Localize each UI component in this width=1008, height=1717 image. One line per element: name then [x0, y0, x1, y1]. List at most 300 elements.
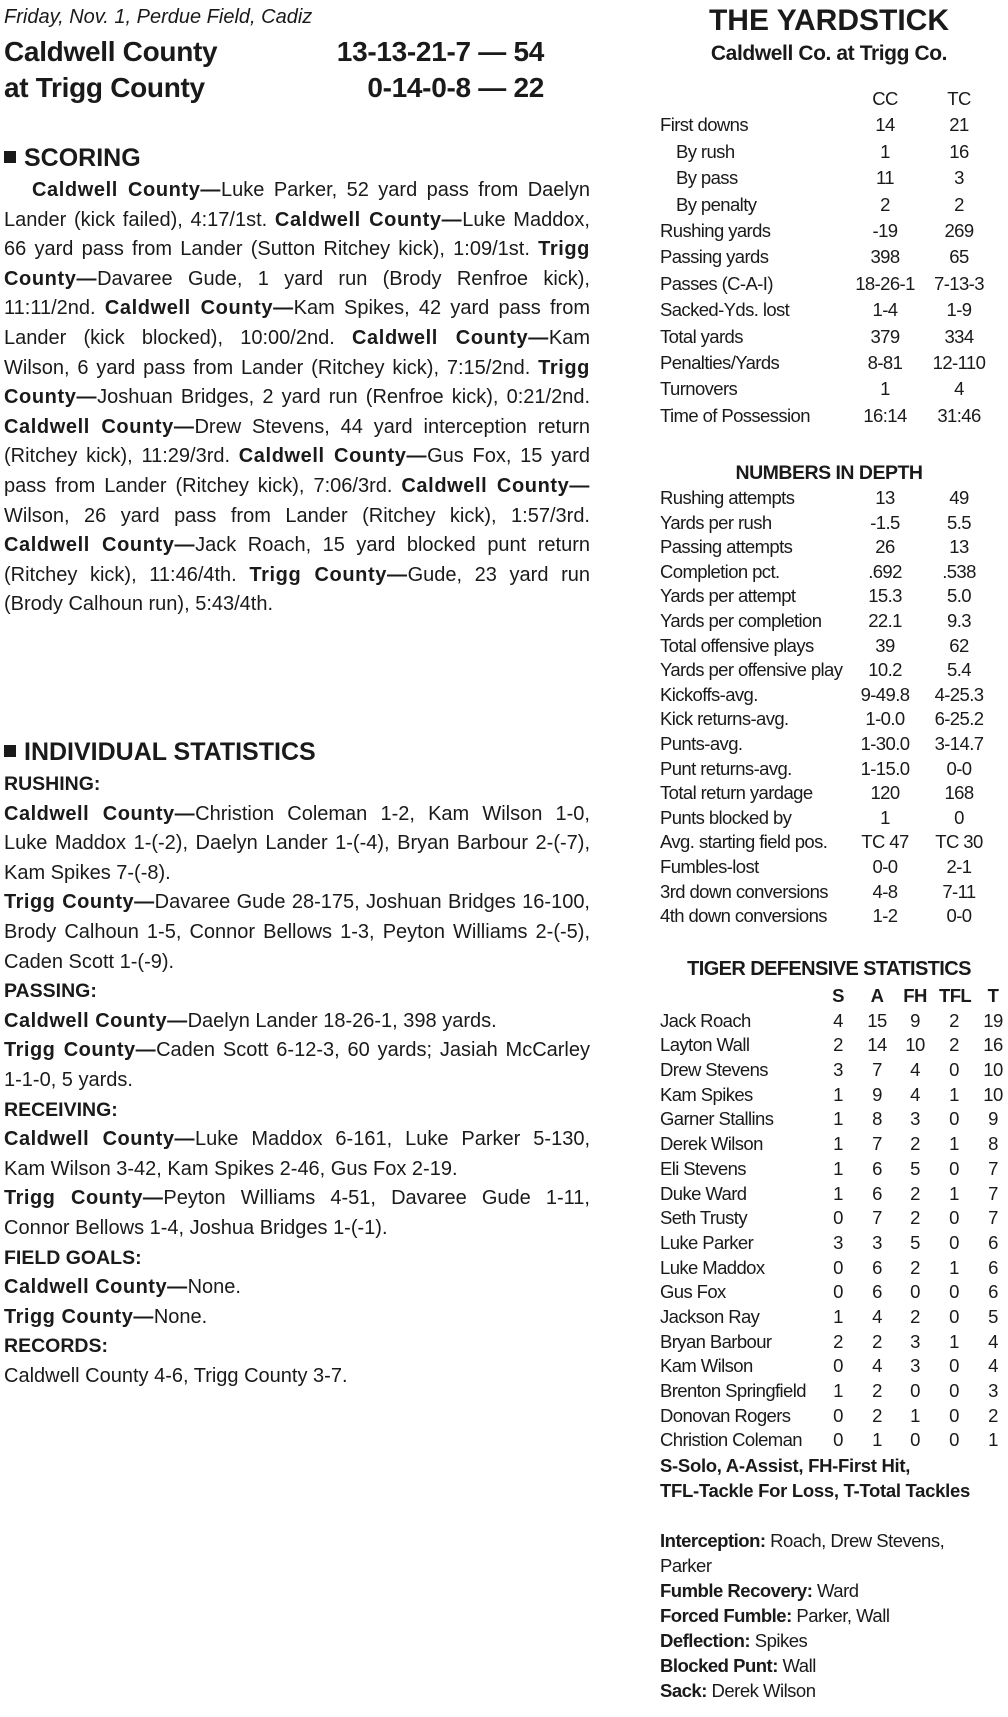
stat-line: [4, 1125, 590, 1184]
depth-row: [660, 732, 998, 757]
player-stat: 1: [910, 1404, 920, 1426]
column-header: FH: [903, 985, 927, 1006]
defensive-stats-legend: [660, 1453, 998, 1503]
player-stat: 1: [833, 1305, 843, 1327]
square-bullet-icon: [4, 151, 16, 163]
player-stat: 3: [872, 1231, 882, 1253]
team-name: Caldwell County: [4, 36, 218, 67]
stat-text: None.: [153, 1305, 208, 1328]
stat-value-cc: 15.3: [868, 585, 902, 607]
yardstick-row: [660, 192, 998, 218]
stat-line: [4, 1273, 590, 1303]
stat-label: Passing yards: [660, 246, 769, 268]
player-stat: 4: [910, 1059, 920, 1081]
scoring-team: Caldwell County—: [4, 534, 196, 557]
stat-team: Trigg County—: [4, 1039, 157, 1062]
player-stat: 4: [988, 1330, 998, 1352]
stat-value-tc: 12-110: [932, 351, 986, 373]
stat-label: Punts-avg.: [660, 732, 743, 754]
dateline: Friday, Nov. 1, Perdue Field, Cadiz: [4, 6, 313, 28]
stat-value-tc: 1-9: [946, 299, 972, 321]
highlight-value: Spikes: [754, 1630, 808, 1651]
yardstick-row: [660, 112, 998, 138]
quarter-scores: 13-13-21-7: [336, 36, 471, 67]
player-stat: 3: [833, 1231, 843, 1253]
column-header: T: [987, 985, 999, 1006]
stat-label: By pass: [676, 167, 738, 189]
depth-row: [660, 560, 998, 585]
stat-label: Yards per attempt: [660, 585, 796, 607]
stat-value-tc: 31:46: [937, 404, 981, 426]
player-name: Bryan Barbour: [660, 1330, 772, 1352]
player-stat: 16: [983, 1034, 1003, 1056]
player-stat: 2: [910, 1256, 920, 1278]
stat-label: Punt returns-avg.: [660, 757, 792, 779]
stat-value-cc: 13: [875, 487, 895, 508]
player-name: Layton Wall: [660, 1034, 750, 1056]
scoring-play: Kam Wilson, 6 yard pass from Lander (Ritchey kick), 7:15/2nd.: [4, 326, 590, 379]
defensive-stats-table: [660, 984, 1003, 1453]
player-stat: 3: [910, 1108, 920, 1130]
depth-row: [660, 781, 998, 806]
scoring-play: Davaree Gude, 1 yard run (Brody Renfroe kick), 11:11/2nd.: [4, 267, 590, 320]
depth-row: [660, 880, 998, 905]
yardstick-subtitle: Caldwell Co. at Trigg Co.: [710, 42, 948, 65]
stat-team: Caldwell County—: [4, 1128, 195, 1151]
stat-line: [4, 1036, 590, 1095]
stat-value-tc: 3-14.7: [934, 732, 984, 754]
player-stat: 4: [910, 1083, 920, 1105]
player-stat: 0: [833, 1207, 843, 1229]
player-stat: 1: [949, 1182, 959, 1204]
player-stat: 3: [988, 1380, 998, 1401]
player-stat: 0: [833, 1355, 843, 1377]
yardstick-row: [660, 297, 998, 323]
stat-line: [4, 800, 590, 889]
player-row: [660, 1058, 1003, 1083]
player-name: Garner Stallins: [660, 1108, 774, 1130]
scoring-play: Wilson, 26 yard pass from Lander (Ritchey kick), 1:57/3rd.: [4, 504, 590, 527]
player-stat: 0: [949, 1108, 959, 1130]
highlight-value: Derek Wilson: [711, 1680, 816, 1701]
scoring-team: Caldwell County—: [32, 179, 222, 201]
stat-category-heading: RUSHING:: [4, 773, 101, 795]
player-stat: 0: [833, 1404, 843, 1426]
player-stat: 7: [988, 1207, 998, 1229]
stat-value-tc: 168: [944, 782, 974, 804]
stat-value-cc: 1: [880, 140, 890, 162]
stat-label: Total yards: [660, 325, 743, 347]
stat-value-tc: 0: [954, 806, 964, 828]
stat-value-cc: 1-0.0: [865, 708, 905, 730]
depth-row: [660, 634, 998, 659]
player-stat: 9: [988, 1108, 998, 1130]
depth-row: [660, 609, 998, 634]
stat-value-tc: 5.4: [947, 659, 971, 681]
stat-value-tc: 7-11: [942, 880, 976, 902]
square-bullet-icon: [4, 745, 16, 757]
depth-row: [660, 707, 998, 732]
player-row: [660, 1182, 998, 1207]
scoring-play: Joshuan Bridges, 2 yard run (Renfroe kick), 0:21/2nd.: [97, 386, 590, 409]
player-stat: 7: [872, 1059, 882, 1081]
stat-label: Punts blocked by: [660, 806, 792, 828]
scoring-heading-text: SCORING: [24, 144, 141, 172]
player-name: Luke Parker: [660, 1231, 754, 1253]
player-row: [660, 1354, 998, 1379]
stat-value-cc: 16:14: [863, 404, 907, 426]
player-name: Gus Fox: [660, 1281, 726, 1303]
stat-value-cc: 2: [880, 193, 890, 215]
stat-label: 3rd down conversions: [660, 880, 828, 902]
stat-team: Trigg County—: [4, 1187, 164, 1210]
player-stat: 1: [949, 1256, 959, 1278]
stat-value-cc: 39: [875, 634, 895, 656]
stat-value-cc: 22.1: [868, 609, 902, 631]
legend-line: S-Solo, A-Assist, FH-First Hit,: [660, 1455, 911, 1476]
stat-value-cc: 4-8: [872, 880, 898, 902]
stat-value-tc: 6-25.2: [934, 708, 984, 730]
player-stat: 6: [872, 1157, 882, 1179]
stat-value-cc: 1: [880, 378, 890, 400]
player-stat: 0: [949, 1404, 959, 1426]
stat-label: Yards per completion: [660, 609, 822, 631]
player-stat: 2: [910, 1133, 920, 1155]
player-stat: 2: [910, 1305, 920, 1327]
player-row: [660, 1107, 998, 1132]
yardstick-table: [660, 86, 998, 429]
player-stat: 2: [988, 1404, 998, 1426]
player-row: [660, 1305, 998, 1330]
stat-value-cc: .692: [868, 560, 902, 582]
stat-line: [4, 1184, 590, 1243]
stat-value-tc: 62: [949, 634, 969, 656]
yardstick-row: [660, 244, 998, 270]
stat-value-tc: 13: [949, 536, 969, 558]
highlight-line: [660, 1578, 998, 1603]
scoring-team: Caldwell County—: [4, 415, 195, 438]
player-stat: 0: [910, 1380, 920, 1401]
player-stat: 4: [872, 1305, 882, 1327]
stat-label: First downs: [660, 114, 748, 136]
stat-label: By penalty: [676, 193, 757, 215]
player-stat: 9: [910, 1009, 920, 1031]
stat-value-cc: -1.5: [870, 511, 900, 533]
player-stat: 7: [872, 1207, 882, 1229]
player-stat: 0: [910, 1281, 920, 1303]
highlight-label: Deflection:: [660, 1630, 751, 1651]
highlight-label: Interception:: [660, 1530, 766, 1551]
player-stat: 10: [983, 1083, 1003, 1105]
player-name: Eli Stevens: [660, 1157, 746, 1179]
stat-label: Rushing yards: [660, 219, 771, 241]
stat-label: Kickoffs-avg.: [660, 683, 758, 705]
individual-stats-heading: [4, 738, 316, 767]
stat-value-tc: 2: [954, 193, 964, 215]
stat-value-tc: 21: [949, 114, 969, 136]
depth-row: [660, 806, 998, 831]
column-header: S: [832, 985, 844, 1006]
stat-label: Turnovers: [660, 378, 738, 400]
depth-row: [660, 683, 998, 708]
defensive-stats-header-row: [660, 984, 998, 1009]
team-name: at Trigg County: [4, 72, 205, 103]
player-row: [660, 1033, 1003, 1058]
stat-label: By rush: [676, 140, 735, 162]
stat-value-tc: 334: [944, 325, 974, 347]
stat-value-tc: 0-0: [946, 757, 972, 779]
highlight-value: Wall: [782, 1655, 816, 1676]
player-name: Drew Stevens: [660, 1059, 768, 1081]
highlight-line: [660, 1603, 998, 1628]
highlight-label: Forced Fumble:: [660, 1605, 792, 1626]
stat-value-cc: 1-15.0: [860, 757, 910, 779]
stat-text: Daelyn Lander 18-26-1, 398 yards.: [187, 1009, 497, 1032]
player-stat: 2: [910, 1207, 920, 1229]
player-stat: 2: [949, 1034, 959, 1056]
player-stat: 3: [833, 1059, 843, 1081]
player-stat: 0: [949, 1355, 959, 1377]
player-row: [660, 1280, 998, 1305]
player-row: [660, 1206, 998, 1231]
column-header-cc: CC: [872, 88, 898, 109]
stat-value-tc: 4: [954, 378, 964, 400]
stat-value-tc: 65: [949, 246, 969, 268]
player-stat: 0: [833, 1281, 843, 1303]
stat-value-tc: 4-25.3: [934, 683, 984, 705]
highlight-label: Sack:: [660, 1680, 707, 1701]
stat-value-cc: 379: [870, 325, 900, 347]
scoring-play: Luke Parker, 52 yard pass from Daelyn Lander (kick failed), 4:17/1st.: [4, 179, 590, 231]
player-name: Jackson Ray: [660, 1305, 760, 1327]
player-stat: 2: [949, 1009, 959, 1031]
stat-label: Passing attempts: [660, 536, 793, 558]
highlight-label: Blocked Punt:: [660, 1655, 778, 1676]
player-stat: 4: [988, 1355, 998, 1377]
stat-value-cc: 11: [875, 167, 894, 189]
stat-team: Caldwell County—: [4, 1009, 188, 1032]
player-stat: 1: [833, 1380, 843, 1401]
scoring-team: Caldwell County—: [401, 474, 590, 497]
player-stat: 15: [867, 1009, 887, 1031]
numbers-in-depth-table: [660, 486, 998, 929]
stat-text: None.: [187, 1276, 241, 1299]
player-stat: 1: [949, 1133, 959, 1155]
stat-label: Rushing attempts: [660, 487, 795, 508]
stat-value-tc: .538: [942, 560, 976, 582]
yardstick-title: THE YARDSTICK: [708, 4, 950, 37]
stat-value-tc: 3: [954, 167, 964, 189]
player-stat: 1: [949, 1330, 959, 1352]
final-score: 54: [513, 36, 544, 67]
highlight-value: Roach, Drew Stevens, Parker: [660, 1530, 945, 1576]
yardstick-row: [660, 403, 998, 429]
player-stat: 2: [910, 1182, 920, 1204]
depth-row: [660, 830, 998, 855]
player-stat: 2: [872, 1330, 882, 1352]
depth-row: [660, 658, 998, 683]
stat-line: [4, 1362, 590, 1392]
stat-label: Passes (C-A-I): [660, 272, 773, 294]
stat-team: Trigg County—: [4, 1305, 154, 1328]
player-stat: 0: [949, 1207, 959, 1229]
depth-row: [660, 535, 998, 560]
legend-line: TFL-Tackle For Loss, T-Total Tackles: [660, 1480, 970, 1501]
player-stat: 1: [988, 1429, 998, 1451]
stat-label: 4th down conversions: [660, 905, 827, 927]
stat-label: Yards per offensive play: [660, 659, 843, 681]
highlight-line: [660, 1628, 998, 1653]
yardstick-row: [660, 376, 998, 402]
player-stat: 0: [949, 1059, 959, 1081]
stat-value-cc: 18-26-1: [855, 272, 915, 294]
depth-row: [660, 757, 998, 782]
player-stat: 6: [872, 1281, 882, 1303]
player-name: Seth Trusty: [660, 1207, 747, 1229]
player-stat: 2: [872, 1404, 882, 1426]
player-stat: 7: [988, 1182, 998, 1204]
stat-value-cc: TC 47: [861, 831, 909, 853]
yardstick-row: [660, 350, 998, 376]
stat-line: [4, 1303, 590, 1333]
stat-value-tc: 7-13-3: [934, 272, 984, 294]
score-line: [367, 72, 544, 104]
stat-value-cc: 1-2: [872, 905, 898, 927]
player-name: Brenton Springfield: [660, 1380, 806, 1401]
stat-label: Sacked-Yds. lost: [660, 299, 790, 321]
highlight-line: [660, 1528, 998, 1578]
yardstick-row: [660, 165, 998, 191]
dash: —: [478, 36, 506, 67]
column-header: A: [870, 985, 884, 1006]
stat-label: Yards per rush: [660, 511, 772, 533]
player-stat: 6: [988, 1256, 998, 1278]
stat-text: Caden Scott 6-12-3, 60 yards; Jasiah McCarley 1-1-0, 5 yards.: [4, 1039, 590, 1091]
stat-value-cc: -19: [872, 219, 898, 241]
stat-category-heading: RECORDS:: [4, 1335, 109, 1358]
player-stat: 1: [833, 1083, 843, 1105]
highlight-line: [660, 1653, 998, 1678]
player-stat: 7: [872, 1133, 882, 1155]
player-row: [660, 1379, 998, 1404]
stat-text: Luke Maddox 6-161, Luke Parker 5-130, Kam Wilson 3-42, Kam Spikes 2-46, Gus Fox 2-19.: [4, 1128, 591, 1180]
stat-value-cc: 14: [875, 114, 895, 136]
defensive-stats-title: TIGER DEFENSIVE STATISTICS: [687, 958, 971, 980]
player-stat: 19: [983, 1009, 1003, 1031]
player-name: Donovan Rogers: [660, 1404, 791, 1426]
player-stat: 14: [867, 1034, 887, 1056]
player-name: Duke Ward: [660, 1182, 747, 1204]
player-stat: 6: [872, 1182, 882, 1204]
player-row: [660, 1157, 998, 1182]
yardstick-row: [660, 139, 998, 165]
player-stat: 0: [949, 1429, 959, 1451]
stat-value-tc: 5.0: [947, 585, 971, 607]
yardstick-row: [660, 271, 998, 297]
player-stat: 1: [872, 1429, 882, 1451]
yardstick-row: [660, 324, 998, 350]
player-stat: 7: [988, 1157, 998, 1179]
stat-category-heading: PASSING:: [4, 980, 97, 1003]
player-stat: 2: [833, 1330, 843, 1352]
score-line: [337, 36, 544, 68]
column-header-tc: TC: [947, 88, 971, 109]
player-stat: 2: [833, 1034, 843, 1056]
player-stat: 5: [910, 1231, 920, 1253]
stat-team: Caldwell County—: [4, 802, 196, 825]
scoring-team: Trigg County—: [249, 563, 408, 586]
player-stat: 5: [988, 1305, 998, 1327]
player-stat: 3: [910, 1330, 920, 1352]
player-stat: 6: [988, 1281, 998, 1303]
stat-line: [4, 1007, 590, 1037]
highlight-label: Fumble Recovery:: [660, 1580, 813, 1601]
player-stat: 10: [905, 1034, 925, 1056]
stat-value-cc: 120: [870, 782, 900, 804]
highlight-value: Ward: [817, 1580, 859, 1601]
player-name: Jack Roach: [660, 1009, 751, 1031]
final-score: 22: [513, 72, 544, 103]
player-name: Luke Maddox: [660, 1256, 765, 1278]
player-stat: 0: [833, 1429, 843, 1451]
depth-row: [660, 511, 998, 536]
scoring-team: Caldwell County—: [104, 297, 294, 320]
player-row: [660, 1330, 998, 1355]
defensive-highlights: [660, 1528, 998, 1703]
stat-value-tc: 49: [949, 487, 969, 508]
stat-value-cc: 1: [880, 806, 890, 828]
stat-value-tc: TC 30: [935, 831, 983, 853]
player-row: [660, 1404, 998, 1429]
player-stat: 6: [988, 1231, 998, 1253]
player-stat: 4: [833, 1009, 843, 1031]
player-stat: 5: [910, 1157, 920, 1179]
stat-label: Avg. starting field pos.: [660, 831, 828, 853]
player-stat: 10: [983, 1059, 1003, 1081]
stat-value-tc: 9.3: [947, 609, 971, 631]
player-name: Kam Wilson: [660, 1355, 753, 1377]
scoring-play: Luke Maddox, 66 yard pass from Lander (Sutton Ritchey kick), 1:09/1st.: [4, 208, 590, 261]
player-stat: 0: [949, 1305, 959, 1327]
player-stat: 1: [833, 1157, 843, 1179]
stat-text: Caldwell County 4-6, Trigg County 3-7.: [4, 1364, 348, 1387]
column-header: TFL: [939, 985, 972, 1006]
player-stat: 8: [988, 1133, 998, 1155]
stat-value-cc: 8-81: [867, 351, 903, 373]
stat-value-cc: 1-4: [872, 299, 898, 321]
stat-category-heading: FIELD GOALS:: [4, 1246, 142, 1269]
player-stat: 1: [833, 1182, 843, 1204]
player-stat: 0: [949, 1281, 959, 1303]
player-name: Derek Wilson: [660, 1133, 763, 1155]
stat-value-tc: 2-1: [946, 855, 972, 877]
scoring-team: Trigg County—: [4, 238, 590, 290]
player-stat: 0: [949, 1380, 959, 1401]
player-row: [660, 1256, 998, 1281]
player-stat: 0: [949, 1157, 959, 1179]
individual-stats-heading-text: INDIVIDUAL STATISTICS: [24, 738, 316, 766]
stat-text: Christion Coleman 1-2, Kam Wilson 1-0, Luke Maddox 1-(-2), Daelyn Lander 1-(-4), Bryan Barbour 2-(-7), Kam Spikes 7-(-8).: [4, 802, 590, 884]
player-name: Kam Spikes: [660, 1083, 753, 1105]
yardstick-header-row: [660, 86, 998, 112]
player-stat: 1: [949, 1083, 959, 1105]
stat-value-tc: 0-0: [946, 905, 972, 927]
stat-label: Time of Possession: [660, 404, 810, 426]
stat-team: Trigg County—: [4, 891, 155, 914]
stat-category-heading: RECEIVING:: [4, 1098, 118, 1121]
stat-label: Kick returns-avg.: [660, 708, 789, 730]
highlight-value: Parker, Wall: [796, 1605, 890, 1626]
